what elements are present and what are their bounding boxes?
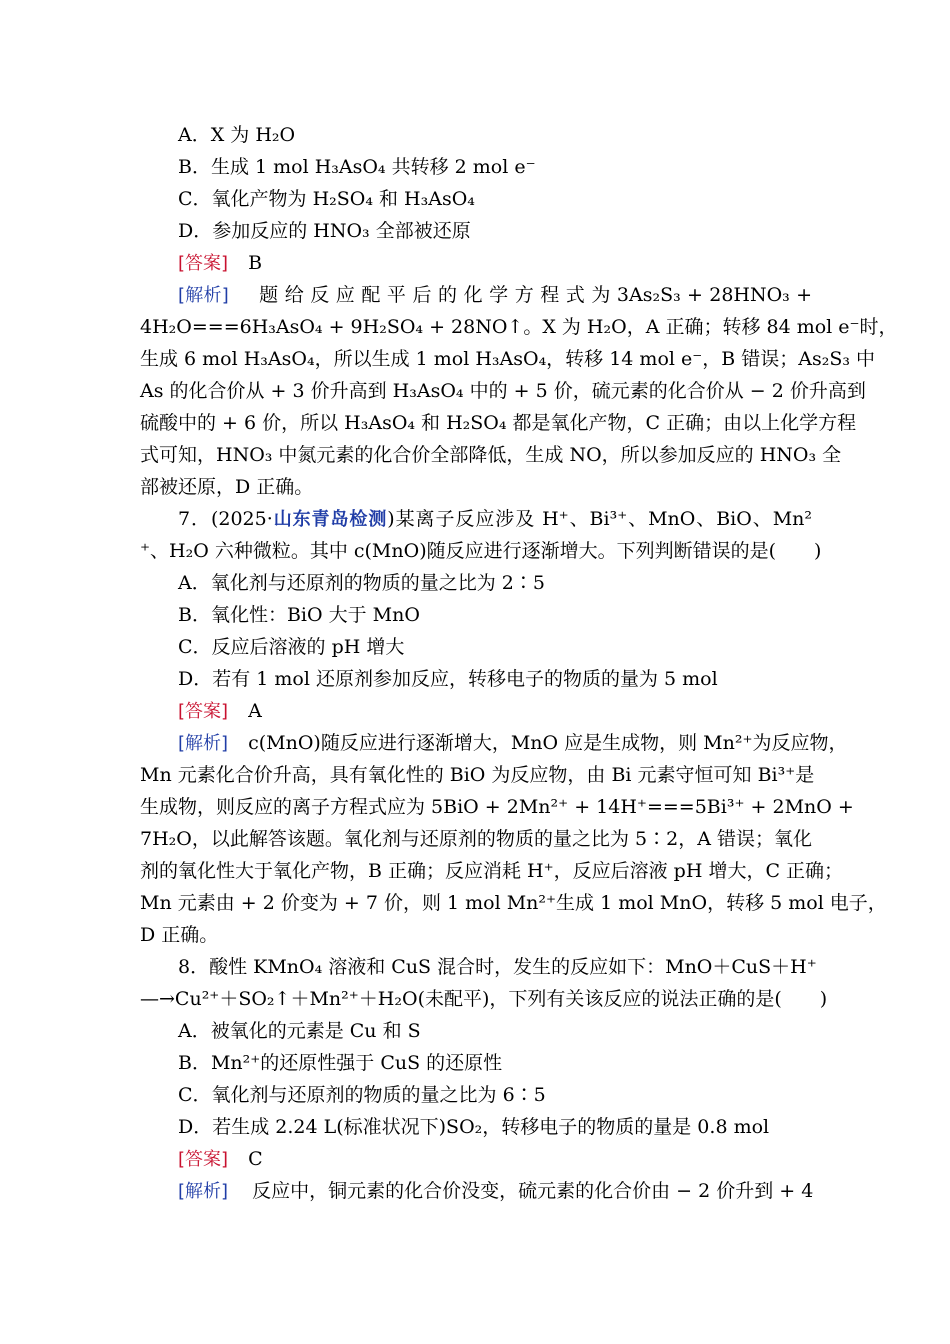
q7-source: 山东青岛检测 (272, 509, 388, 530)
q7-analysis-line-5: 剂的氧化性大于氧化产物，B 正确；反应消耗 H⁺，反应后溶液 pH 增大，C 正确； (140, 860, 844, 882)
q6-analysis-line-7: 部被还原，D 正确。 (140, 476, 314, 498)
q6-analysis-line-5: 硫酸中的 + 6 价，所以 H₃AsO₄ 和 H₂SO₄ 都是氧化产物，C 正确；由以上化学方程 (140, 412, 857, 434)
q6-analysis-line-6: 式可知，HNO₃ 中氮元素的化合价全部降低，生成 NO，所以参加反应的 HNO₃ 全 (140, 444, 842, 466)
q6-analysis-line-4: As 的化合价从 + 3 价升高到 H₃AsO₄ 中的 + 5 价，硫元素的化合价从 − 2 价升高到 (140, 380, 866, 402)
q7-option-b: B．氧化性：BiO 大于 MnO (178, 604, 420, 626)
q7-analysis-line-1: [解析] c(MnO)随反应进行逐渐增大，MnO 应是生成物，则 Mn²⁺为反应物， (178, 732, 848, 754)
analysis-tag: [解析] (178, 285, 229, 306)
q6-option-a: A．X 为 H₂O (178, 124, 296, 146)
q7-stem-line-1: 7．(2025·山东青岛检测)某离子反应涉及 H⁺、Bi³⁺、MnO、BiO、Mn² (178, 508, 813, 530)
q7-analysis-line-4: 7H₂O，以此解答该题。氧化剂与还原剂的物质的量之比为 5∶2，A 错误；氧化 (140, 828, 812, 850)
answer-value: C (248, 1148, 263, 1170)
q6-option-c: C．氧化产物为 H₂SO₄ 和 H₃AsO₄ (178, 188, 475, 210)
analysis-tag: [解析] (178, 733, 229, 754)
q7-answer-line (178, 699, 262, 724)
q7-analysis-line-7: D 正确。 (140, 924, 219, 946)
analysis-tag: [解析] (178, 1181, 229, 1202)
q8-option-d: D．若生成 2.24 L(标准状况下)SO₂，转移电子的物质的量是 0.8 mol (178, 1116, 770, 1138)
q8-option-a: A．被氧化的元素是 Cu 和 S (178, 1020, 421, 1042)
q7-option-a: A．氧化剂与还原剂的物质的量之比为 2∶5 (178, 572, 545, 594)
q7-number: 7．(2025· (178, 508, 273, 530)
q8-stem-line-1: 8．酸性 KMnO₄ 溶液和 CuS 混合时，发生的反应如下：MnO＋CuS＋H⁺ (178, 956, 817, 978)
q7-option-c: C．反应后溶液的 pH 增大 (178, 636, 405, 658)
q6-option-d: D．参加反应的 HNO₃ 全部被还原 (178, 220, 471, 242)
q8-answer-line (178, 1147, 263, 1172)
answer-tag: [答案] (178, 253, 229, 274)
q8-analysis-line-1: [解析] 反应中，铜元素的化合价没变，硫元素的化合价由 − 2 价升到 + 4 (178, 1180, 814, 1202)
q6-answer-line (178, 251, 262, 276)
q6-option-b: B．生成 1 mol H₃AsO₄ 共转移 2 mol e⁻ (178, 156, 536, 178)
q6-analysis-line-2: 4H₂O===6H₃AsO₄ + 9H₂SO₄ + 28NO↑。X 为 H₂O，A 正确；转移 84 mol e⁻时， (140, 316, 898, 338)
q6-analysis-line-3: 生成 6 mol H₃AsO₄，所以生成 1 mol H₃AsO₄，转移 14 mol e⁻，B 错误；As₂S₃ 中 (140, 348, 876, 370)
q8-option-c: C．氧化剂与还原剂的物质的量之比为 6∶5 (178, 1084, 546, 1106)
q8-option-b: B．Mn²⁺的还原性强于 CuS 的还原性 (178, 1052, 503, 1074)
answer-tag: [答案] (178, 1149, 229, 1170)
q7-stem-line-2: ⁺、H₂O 六种微粒。其中 c(MnO)随反应进行逐渐增大。下列判断错误的是( ) (140, 540, 822, 562)
q7-analysis-line-3: 生成物，则反应的离子方程式应为 5BiO + 2Mn²⁺ + 14H⁺===5Bi³⁺ + 2MnO + (140, 796, 854, 818)
q7-option-d: D．若有 1 mol 还原剂参加反应，转移电子的物质的量为 5 mol (178, 668, 718, 690)
q8-stem-line-2: —→Cu²⁺＋SO₂↑＋Mn²⁺＋H₂O(未配平)，下列有关该反应的说法正确的是( ) (140, 988, 828, 1010)
q7-analysis-line-6: Mn 元素由 + 2 价变为 + 7 价，则 1 mol Mn²⁺生成 1 mol MnO，转移 5 mol 电子， (140, 892, 887, 914)
q7-analysis-line-2: Mn 元素化合价升高，具有氧化性的 BiO 为反应物，由 Bi 元素守恒可知 Bi³⁺是 (140, 764, 815, 786)
answer-tag: [答案] (178, 701, 229, 722)
answer-value: A (248, 700, 262, 722)
answer-value: B (248, 252, 263, 274)
q6-analysis-line-1: [解析] 题 给 反 应 配 平 后 的 化 学 方 程 式 为 3As₂S₃ + 28HNO₃ + (178, 284, 813, 306)
